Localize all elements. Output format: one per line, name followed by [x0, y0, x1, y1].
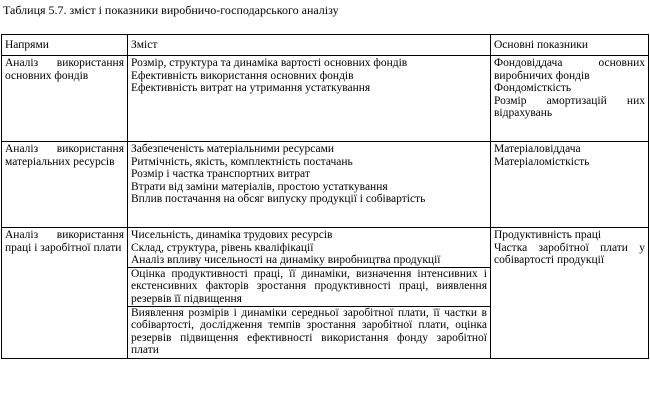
analysis-table: [1, 34, 649, 359]
row-content: [128, 228, 491, 359]
content-item: Втрати від заміни матеріалів, простою устаткування: [131, 180, 388, 193]
header-indicators: Основні показники: [491, 35, 649, 56]
content-item: Виявлення розмірів і динаміки середньої заробітної плати, її частки в собівартості, дослідження темпів зростання заробітної плати, оцінка резервів підвищення ефективності використання фонду заробітної плати: [128, 306, 490, 357]
row-indicators: [491, 228, 649, 359]
content-item: Забезпеченість матеріальними ресурсами: [131, 143, 335, 155]
header-direction: Напрями: [2, 35, 128, 56]
table-header-row: [2, 35, 649, 56]
content-item: Ефективність витрат на утримання устаткування: [131, 82, 371, 95]
indicator-item: Матеріаловіддача: [494, 143, 581, 155]
indicator-item: Фондомісткість: [494, 82, 572, 95]
table-row: [2, 56, 649, 142]
row-indicators: [491, 142, 649, 228]
row-content: [128, 56, 491, 142]
row-direction: Аналіз використання матеріальних ресурсів: [2, 142, 128, 228]
table-row: [2, 228, 649, 359]
header-content: Зміст: [128, 35, 491, 56]
row-content: [128, 142, 491, 228]
content-item: Оцінка продуктивності праці, її динаміки, визначення інтенсивних і екстенсивних факторів зростання продуктивності праці, виявлення резервів її підвищення: [128, 267, 490, 306]
row-direction: Аналіз використання праці і заробітної плати: [2, 228, 128, 359]
content-item: Вплив постачання на обсяг випуску продукції і собівартість: [131, 193, 426, 206]
content-item: Склад, структура, рівень кваліфікації: [131, 241, 314, 254]
content-item: Ефективність використання основних фондів: [131, 69, 354, 82]
table-caption: Таблиця 5.7. зміст і показники виробничо-господарського аналізу: [3, 3, 339, 17]
content-item: Ритмічність, якість, комплектність постачань: [131, 155, 353, 168]
content-item: Аналіз впливу чисельності на динаміку виробництва продукції: [131, 254, 441, 267]
indicator-item: Продуктивність праці: [494, 229, 602, 241]
content-item: Розмір, структура та динаміка вартості основних фондів: [131, 57, 408, 69]
table-row: [2, 142, 649, 228]
row-direction: Аналіз використання основних фондів: [2, 56, 128, 142]
indicator-item: Матеріаломісткість: [494, 155, 590, 168]
indicator-item: Фондовіддача основних виробничих фондів: [494, 57, 645, 82]
content-item: Розмір і частка транспортних витрат: [131, 168, 310, 181]
row-indicators: [491, 56, 649, 142]
indicator-item: Розмір амортизацій них відрахувань: [494, 94, 645, 120]
content-item: Чисельність, динаміка трудових ресурсів: [131, 229, 333, 241]
indicator-item: Частка заробітної плати у собівартості продукції: [494, 241, 645, 267]
